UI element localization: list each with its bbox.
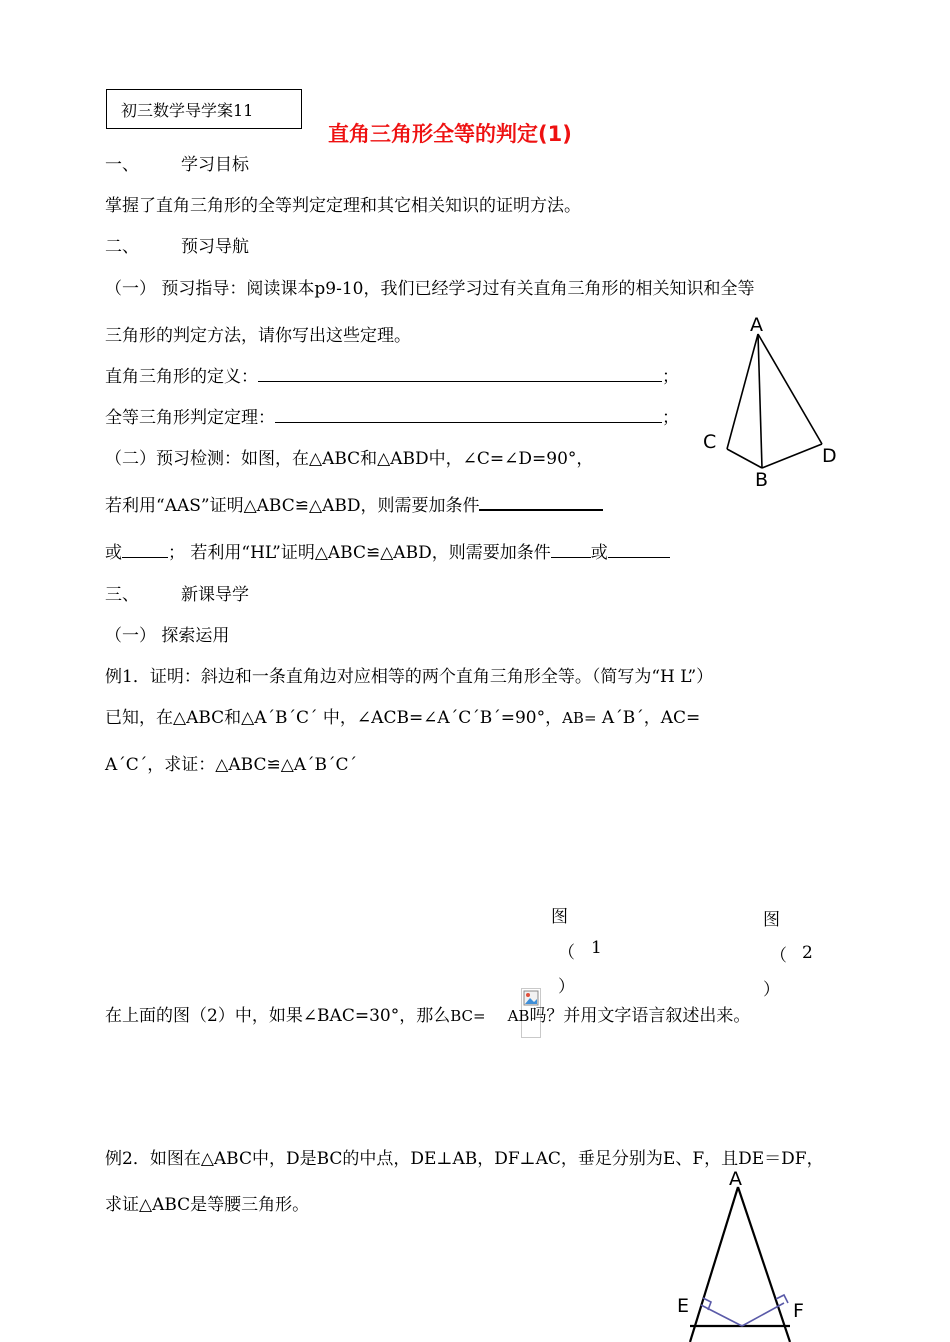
edge-ab xyxy=(690,1187,738,1342)
fig2-caption-open: （ xyxy=(770,946,787,966)
section1-heading: 一、 学习目标 xyxy=(105,155,249,175)
check-line-1: （二）预习检测：如图，在△ABC和△ABD中，∠C=∠D=90°， xyxy=(105,449,594,469)
fig1-caption-number: 1 xyxy=(591,938,602,958)
definition-line: 直角三角形的定义： ； xyxy=(105,367,679,387)
fig1-caption-char: 图 xyxy=(551,907,568,927)
edge-ac xyxy=(738,1187,790,1342)
fig2-caption-char: 图 xyxy=(763,910,780,930)
edge-cb xyxy=(727,449,762,468)
label-d: D xyxy=(822,445,837,467)
edge-ab xyxy=(758,334,762,468)
label-f: F xyxy=(793,1300,804,1322)
page-title: 直角三角形全等的判定(1) xyxy=(328,122,572,146)
section3-heading: 三、 新课导学 xyxy=(105,585,249,605)
fig1-caption-close: ） xyxy=(558,977,575,997)
definition-blank[interactable] xyxy=(258,367,662,382)
question-line: 在上面的图（2）中，如果∠BAC=30°，那么BC= AB吗？并用文字语言叙述出来。 xyxy=(105,1006,751,1026)
theorem-line: 全等三角形判定定理： ； xyxy=(105,408,679,428)
edge-ad xyxy=(758,334,822,444)
example2-line-1: 例2．如图在△ABC中，D是BC的中点，DE⊥AB，DF⊥AC，垂足分别为E、F，且DE＝DF， xyxy=(105,1149,824,1169)
guide-line-2: 三角形的判定方法，请你写出这些定理。 xyxy=(105,326,411,346)
fig2-caption-number: 2 xyxy=(802,943,813,963)
example2-line-2: 求证△ABC是等腰三角形。 xyxy=(105,1195,310,1215)
hl-blank-2[interactable] xyxy=(608,543,670,558)
example1-line-3: A´C´，求证：△ABC≌△A´B´C´ xyxy=(105,755,358,775)
header-box-label: 初三数学导学案11 xyxy=(121,101,254,120)
theorem-blank[interactable] xyxy=(275,408,662,423)
label-a2: A xyxy=(729,1168,742,1190)
edge-ac xyxy=(727,334,758,449)
example1-line-2: 已知，在△ABC和△A´B´C´ 中，∠ACB=∠A´C´B´=90°，AB= A´B´，AC= xyxy=(105,708,701,728)
triangle-aef-diagram xyxy=(672,1165,822,1342)
label-c: C xyxy=(703,431,717,453)
check-line-3: 或 ； 若利用“HL”证明△ABC≌△ABD，则需要加条件 或 xyxy=(105,538,670,563)
fig2-caption-close: ） xyxy=(763,980,780,1000)
label-e: E xyxy=(677,1295,690,1317)
hl-blank-1[interactable] xyxy=(551,543,591,558)
example1-line-1: 例1．证明：斜边和一条直角边对应相等的两个直角三角形全等。（简写为“H L”） xyxy=(105,667,714,687)
aas-blank-2[interactable] xyxy=(122,543,168,558)
aas-blank[interactable] xyxy=(479,495,603,511)
right-angle-f xyxy=(776,1295,788,1303)
segment-de xyxy=(701,1305,742,1326)
explore-heading: （一） 探索运用 xyxy=(105,626,230,646)
segment-df xyxy=(742,1303,784,1326)
guide-line-1: （一） 预习指导：阅读课本p9-10，我们已经学习过有关直角三角形的相关知识和全等 xyxy=(105,279,755,299)
edge-bd xyxy=(762,444,822,468)
header-box xyxy=(106,89,302,129)
check-line-2: 若利用“AAS”证明△ABC≌△ABD，则需要加条件 xyxy=(105,491,603,516)
section2-heading: 二、 预习导航 xyxy=(105,237,249,257)
triangle-abcd-diagram xyxy=(695,312,845,492)
section1-text: 掌握了直角三角形的全等判定定理和其它相关知识的证明方法。 xyxy=(105,196,581,216)
label-a: A xyxy=(750,314,763,336)
label-b: B xyxy=(755,469,769,491)
fig1-caption-open: （ xyxy=(558,943,575,963)
